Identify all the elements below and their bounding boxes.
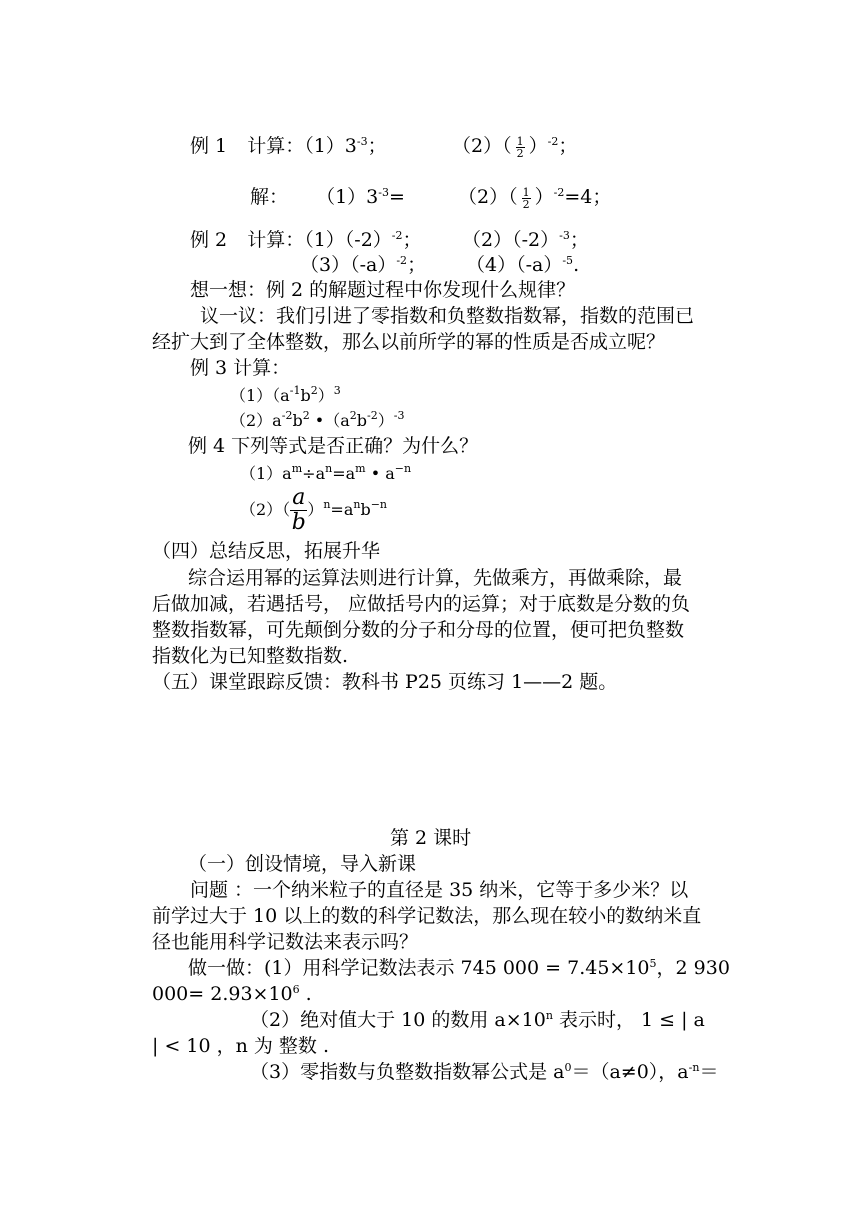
- exponent: -5: [562, 254, 574, 267]
- try-line-1: [188, 956, 730, 980]
- try-line-2: [152, 982, 312, 1006]
- example-1-label: 例 1: [190, 135, 228, 157]
- fraction-denominator: b: [291, 510, 306, 535]
- text-segment: b: [300, 386, 311, 405]
- section-5-line: （五）课堂跟踪反馈：教科书 P25 页练习 1——2 题。: [152, 671, 618, 693]
- text-segment: 计算：（1）（-2）: [247, 229, 392, 251]
- solution-line: [250, 185, 405, 209]
- section-4-line-1: 综合运用幂的运算法则进行计算，先做乘方，再做乘除，最: [188, 567, 683, 589]
- fraction-numerator: 1: [516, 134, 524, 148]
- section-4-line-4: 指数化为已知整数指数.: [152, 645, 349, 667]
- example-2-part4: [466, 253, 579, 277]
- fraction-a-over-b: [290, 486, 307, 535]
- exponent: 2: [310, 384, 318, 397]
- punctuation: ；: [402, 229, 422, 251]
- text-segment: =a: [330, 500, 354, 519]
- text-segment: （3）零指数与负整数指数幂公式是 a: [250, 1061, 565, 1083]
- exponent: -2: [391, 229, 403, 242]
- text-segment: ）: [317, 386, 334, 405]
- exponent: n: [323, 498, 331, 511]
- text-segment: .: [299, 983, 312, 1005]
- text-segment: =a: [332, 464, 356, 483]
- punctuation: ；: [569, 229, 589, 251]
- text-segment: （1）（a: [230, 386, 290, 405]
- example-3-item-2: [230, 409, 404, 433]
- exponent: -n: [688, 1061, 700, 1074]
- example-1-part2: [452, 134, 577, 159]
- example-2-part3: [300, 253, 426, 277]
- try-line-3: [250, 1008, 705, 1032]
- exponent: n: [545, 1009, 553, 1022]
- exponent: -3: [378, 186, 389, 199]
- example-3-label: 例 3 计算：: [190, 357, 291, 379]
- question-line-2: 前学过大于 10 以上的数的科学记数法，那么现在较小的数纳米直: [152, 905, 702, 927]
- discuss-line-1: 议一议：我们引进了零指数和负整数指数幂，指数的范围已: [200, 305, 695, 327]
- text-segment: b: [292, 411, 303, 430]
- text-segment: =: [388, 186, 405, 208]
- question-line-1: 问题 ：一个纳米粒子的直径是 35 纳米，它等于多少米？以: [190, 879, 689, 901]
- text-segment: ，2 930: [656, 957, 730, 979]
- punctuation: ；: [558, 135, 578, 157]
- text-segment: （1）a: [240, 464, 292, 483]
- example-2-part2: [462, 228, 589, 252]
- text-segment: b: [360, 500, 371, 519]
- text-segment: 表示时， 1 ≤ | a: [552, 1009, 705, 1031]
- section-4-heading: （四）总结反思，拓展升华: [152, 540, 381, 562]
- text-segment: （3）（-a）: [300, 254, 397, 276]
- exponent: m: [291, 462, 303, 475]
- exponent: 2: [349, 409, 357, 422]
- exponent: n: [325, 462, 333, 475]
- fraction-denominator: 2: [516, 146, 524, 160]
- example-4-label: 例 4 下列等式是否正确？为什么？: [188, 435, 479, 457]
- text-segment: =4；: [564, 186, 612, 208]
- discuss-line-2: 经扩大到了全体整数，那么以前所学的幂的性质是否成立呢？: [152, 331, 666, 353]
- try-line-4: | < 10 ，n 为 整数 .: [152, 1035, 330, 1057]
- lesson-2-title: 第 2 课时: [390, 827, 472, 849]
- section-4-line-3: 整数指数幂，可先颠倒分数的分子和分母的位置，便可把负整数: [152, 619, 685, 641]
- exponent: -2: [367, 409, 378, 422]
- text-segment: b: [356, 411, 368, 430]
- fraction-denominator: 2: [522, 197, 530, 211]
- solution-part2: [458, 185, 611, 210]
- exponent: -3: [393, 409, 405, 422]
- section-4-line-2: 后做加减，若遇括号， 应做括号内的运算；对于底数是分数的负: [152, 593, 691, 615]
- example-4-item-1: [240, 462, 411, 486]
- exponent: 2: [302, 409, 310, 422]
- lesson-2-section-1: （一）创设情境，导入新课: [188, 853, 417, 875]
- example-4-item-2: [240, 486, 387, 535]
- text-segment: • a: [365, 464, 395, 483]
- exponent: -2: [396, 254, 408, 267]
- punctuation: .: [573, 254, 580, 276]
- exponent: m: [355, 462, 366, 475]
- fraction-half: [522, 187, 531, 210]
- fraction-numerator: a: [292, 485, 306, 510]
- punctuation: ；: [367, 135, 387, 157]
- text-segment: •（a: [309, 411, 350, 430]
- exponent: -2: [281, 409, 293, 422]
- text-segment: （2）（: [240, 500, 291, 519]
- text-segment: ）: [528, 135, 548, 157]
- text-segment: ）: [377, 411, 394, 430]
- text-segment: （2）绝对值大于 10 的数用 a×10: [250, 1009, 546, 1031]
- exponent: -3: [559, 229, 570, 242]
- text-segment: ÷a: [302, 464, 326, 483]
- text-segment: ）: [534, 186, 554, 208]
- exponent: 6: [292, 983, 300, 996]
- question-line-3: 径也能用科学记数法来表示吗？: [152, 931, 419, 953]
- text-segment: （2）a: [230, 411, 282, 430]
- text-segment: ）: [307, 500, 324, 519]
- text-segment: ＝: [699, 1061, 719, 1083]
- think-line: 想一想：例 2 的解题过程中你发现什么规律？: [190, 279, 576, 301]
- exponent: -3: [356, 135, 368, 148]
- exponent: -2: [553, 186, 565, 199]
- solution-label: 解：: [250, 186, 289, 208]
- punctuation: ；: [407, 254, 427, 276]
- text-segment: （2）（-2）: [462, 229, 560, 251]
- text-segment: （2）（: [458, 186, 518, 208]
- text-segment: （4）（-a）: [466, 254, 563, 276]
- example-1-part1: 计算：（1）3: [247, 135, 357, 157]
- exponent: −n: [370, 498, 388, 511]
- try-line-5: [250, 1060, 718, 1084]
- example-3-item-1: [230, 384, 341, 408]
- text-segment: ＝（a≠0），a: [571, 1061, 689, 1083]
- fraction-numerator: 1: [522, 185, 530, 199]
- exponent: -1: [289, 384, 301, 397]
- text-segment: （1）3: [316, 186, 379, 208]
- fraction-half: [516, 136, 525, 159]
- exponent: -2: [547, 135, 559, 148]
- exponent: −n: [394, 462, 412, 475]
- exponent: n: [353, 498, 361, 511]
- example-1-line: [190, 134, 387, 158]
- exponent: 5: [649, 957, 657, 970]
- text-segment: 做一做：(1）用科学记数法表示 745 000 = 7.45×10: [188, 957, 650, 979]
- exponent: 3: [333, 384, 341, 397]
- example-2-line1: [190, 228, 422, 252]
- text-segment: 000= 2.93×10: [152, 983, 293, 1005]
- exponent: 0: [564, 1061, 572, 1074]
- text-segment: （2）（: [452, 135, 512, 157]
- example-2-label: 例 2: [190, 229, 228, 251]
